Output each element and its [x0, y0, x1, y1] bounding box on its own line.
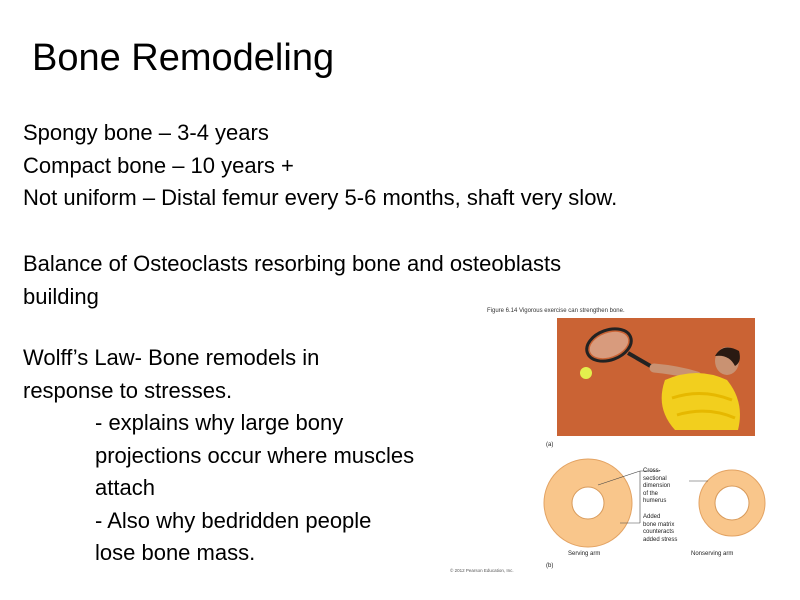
part-b-label: (b)	[546, 563, 554, 569]
not-uniform-line: Not uniform – Distal femur every 5-6 months, shaft very slow.	[23, 185, 618, 210]
compact-bone-line: Compact bone – 10 years +	[23, 152, 294, 178]
figure-caption: Figure 6.14 Vigorous exercise can strengthen bone.	[487, 308, 625, 314]
added-line-3: counteracts	[643, 529, 675, 535]
cross-section-callout	[643, 468, 670, 506]
remodeling-rates-text	[23, 117, 617, 215]
added-line-4: added stress	[643, 536, 678, 543]
spongy-bone-line: Spongy bone – 3-4 years	[23, 120, 269, 145]
added-line-1: Added	[643, 514, 661, 520]
callout-line-1: Cross-	[643, 468, 661, 474]
callout-line-2: sectional	[643, 475, 667, 482]
wolff-line-2: response to stresses.	[23, 377, 233, 403]
added-matrix-callout	[643, 514, 677, 544]
part-a-label: (a)	[546, 442, 554, 448]
added-line-2: bone matrix	[643, 521, 675, 528]
wolff-line-1: Wolff’s Law- Bone remodels in	[23, 345, 320, 370]
balance-line-2: building	[23, 283, 99, 309]
exercise-bone-figure	[450, 300, 780, 580]
copyright-text: © 2012 Pearson Education, Inc.	[450, 568, 514, 573]
callout-line-3: dimension	[643, 483, 671, 489]
wolff-point-5: lose bone mass.	[95, 540, 256, 565]
wolff-point-4: - Also why bedridden people	[95, 507, 372, 533]
callout-line-5: humerus	[643, 498, 667, 504]
wolff-point-1: - explains why large bony	[95, 410, 344, 435]
wolffs-law-text	[23, 342, 414, 570]
callout-line-4: of the	[643, 490, 659, 497]
wolff-point-3: attach	[95, 475, 155, 500]
wolff-point-2: projections occur where muscles	[95, 442, 415, 468]
balance-line-1: Balance of Osteoclasts resorbing bone and osteoblasts	[23, 251, 562, 276]
tennis-player-illustration	[557, 318, 755, 436]
tennis-player-photo	[557, 318, 755, 436]
serving-arm-label: Serving arm	[568, 551, 601, 557]
slide-title: Bone Remodeling	[32, 37, 335, 79]
nonserving-arm-label: Nonserving arm	[691, 551, 734, 557]
